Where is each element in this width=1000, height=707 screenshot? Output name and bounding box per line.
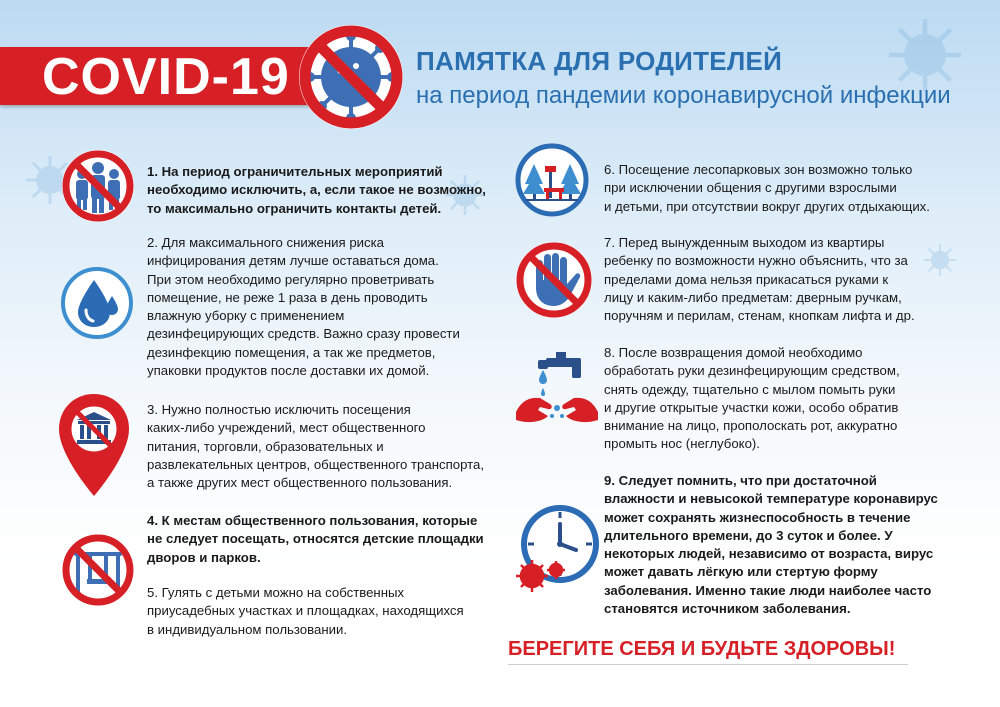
item-7-text: 7. Перед вынужденным выходом из квартиры ребенку по возможности нужно объяснить, что за пределами дома нельзя прикасаться руками к лицу и каким-либо предметам: дверным ручкам, поручням и перилам, стенам, кнопкам лифта и др. [604, 235, 915, 324]
poster-subtitle: на период пандемии коронавирусной инфекции [416, 82, 951, 109]
poster-title: ПАМЯТКА ДЛЯ РОДИТЕЛЕЙ [416, 46, 783, 76]
no-public-places-icon [56, 392, 132, 498]
no-touch-hand-icon [514, 240, 594, 320]
item-3-text: 3. Нужно полностью исключить посещения каких-либо учреждений, мест общественного питания, торговли, образовательных и развлекательных центров, общественного транспорта, а также других мест общественного пользования. [147, 402, 485, 491]
park-icon [514, 142, 590, 218]
item-8-text: 8. После возвращения домой необходимо обработать руки дезинфецирующим средством, снять одежду, тщательно с мылом помыть руки и другие открытые участки кожи, особо обратив внимание на лицо, прополоскать рот, аккуратно промыть нос (неглубоко). [604, 345, 900, 452]
item-6-text: 6. Посещение лесопарковых зон возможно только при исключении общения с другими взрослыми и детьми, при отсутствии вокруг других отдыхающих. [604, 162, 930, 214]
item-2-text: 2. Для максимального снижения риска инфицирования детям лучше оставаться дома. При этом необходимо регулярно проветривать помещение, не реже 1 раза в день проводить влажную уборку с применением дезинфецирующих средств. Важно сразу провести дезинфекцию помещения, а так же предметов, упаковки продуктов после доставки их домой. [147, 235, 460, 379]
no-playground-icon [60, 532, 136, 608]
footer-divider [508, 664, 908, 665]
clock-virus-icon [512, 500, 600, 596]
footer-slogan: БЕРЕГИТЕ СЕБЯ И БУДЬТЕ ЗДОРОВЫ! [508, 638, 896, 660]
item-9-text: 9. Следует помнить, что при достаточной влажности и невысокой температуре коронавирус может сохранять жизнеспособность в течение длительного времени, до 3 суток и более. У некоторых людей, независимо от возраста, вирус может давать лёгкую или стертую форму заболевания. Именно такие люди наиболее часто становятся источником заболевания. [604, 473, 938, 617]
virus-decoration-icon [920, 240, 960, 280]
water-drop-icon [60, 266, 134, 340]
covid-badge: COVID-19 [42, 48, 290, 106]
no-crowd-icon [60, 148, 136, 224]
item-4-text: 4. К местам общественного пользования, которые не следует посещать, относятся детские площадки дворов и парков. [147, 513, 484, 565]
item-5-text: 5. Гулять с детьми можно на собственных приусадебных участках и площадках, находящихся в индивидуальном пользовании. [147, 585, 464, 637]
item-1-text: 1. На период ограничительных мероприятий необходимо исключить, а, если такое не возможно, то максимально ограничить контакты детей. [147, 164, 486, 216]
no-virus-icon [296, 22, 406, 132]
hand-washing-icon [512, 350, 602, 432]
